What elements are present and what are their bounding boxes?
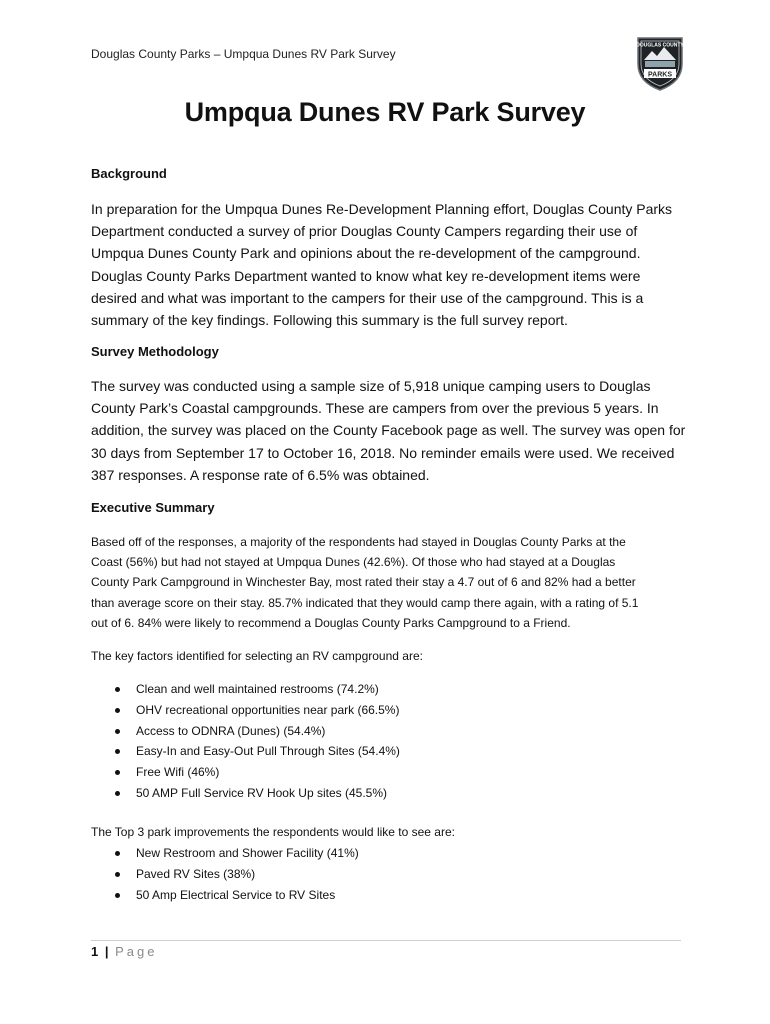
text-line: Douglas County Parks Department wanted to know what key re-development items were [91,267,641,284]
logo-bottom-text: PARKS [648,71,672,79]
text-line: Umpqua Dunes County Park and opinions about the re-development of the campground. [91,245,641,262]
list-item: Clean and well maintained restrooms (74.2%) [91,679,681,700]
list-item: Easy-In and Easy-Out Pull Through Sites (54.4%) [91,741,681,762]
text-line: Coast (56%) but had not stayed at Umpqua Dunes (42.6%). Of those who had stayed at a Douglas [91,555,616,570]
list-item: Access to ODNRA (Dunes) (54.4%) [91,721,681,742]
background-heading: Background [91,166,167,181]
executive-summary-paragraph [91,532,691,633]
text-line: Department conducted a survey of prior Douglas County Campers regarding their use of [91,223,638,240]
page-footer [91,944,158,959]
background-paragraph [91,198,691,331]
text-line: County Park’s Coastal campgrounds. These are campers from over the previous 5 years. In [91,400,659,417]
footer-divider [91,940,681,941]
text-line: addition, the survey was placed on the County Facebook page as well. The survey was open for [91,422,686,439]
text-line: out of 6. 84% were likely to recommend a Douglas County Parks Campground to a Friend. [91,615,571,630]
footer-separator: | [104,944,109,959]
list-item: OHV recreational opportunities near park (66.5%) [91,700,681,721]
text-line: County Park Campground in Winchester Bay, most rated their stay a 4.7 out of 6 and 82% had a better [91,575,636,590]
text-line: than average score on their stay. 85.7% indicated that they would camp there again, with a rating of 5.1 [91,595,639,610]
text-line: Based off of the responses, a majority of the respondents had stayed in Douglas County Parks at the [91,535,626,549]
page-number: 1 [91,944,99,959]
text-line: 387 responses. A response rate of 6.5% was obtained. [91,466,430,483]
methodology-paragraph [91,375,691,486]
improvements-list [91,843,681,905]
list-item: 50 Amp Electrical Service to RV Sites [91,885,681,906]
list-item: 50 AMP Full Service RV Hook Up sites (45.5%) [91,783,681,804]
list-item: Free Wifi (46%) [91,762,681,783]
key-factors-intro: The key factors identified for selecting an RV campground are: [91,649,423,663]
executive-summary-heading: Executive Summary [91,500,215,515]
methodology-heading: Survey Methodology [91,344,219,359]
text-line: summary of the key findings. Following this summary is the full survey report. [91,312,568,329]
text-line: The survey was conducted using a sample size of 5,918 unique camping users to Douglas [91,378,651,394]
page-label: Page [115,944,158,959]
document-title: Umpqua Dunes RV Park Survey [184,97,586,127]
improvements-intro: The Top 3 park improvements the respondents would like to see are: [91,825,455,839]
list-item: New Restroom and Shower Facility (41%) [91,843,681,864]
key-factors-list [91,679,681,804]
douglas-county-parks-logo [634,34,686,92]
text-line: desired and what was important to the campers for their use of the campground. This is a [91,289,644,306]
running-header: Douglas County Parks – Umpqua Dunes RV Park Survey [91,47,396,61]
list-item: Paved RV Sites (38%) [91,864,681,885]
text-line: In preparation for the Umpqua Dunes Re-Development Planning effort, Douglas County Parks [91,201,673,217]
logo-top-text: DOUGLAS COUNTY [636,42,684,49]
text-line: 30 days from September 17 to October 16, 2018. No reminder emails were used. We received [91,444,675,461]
